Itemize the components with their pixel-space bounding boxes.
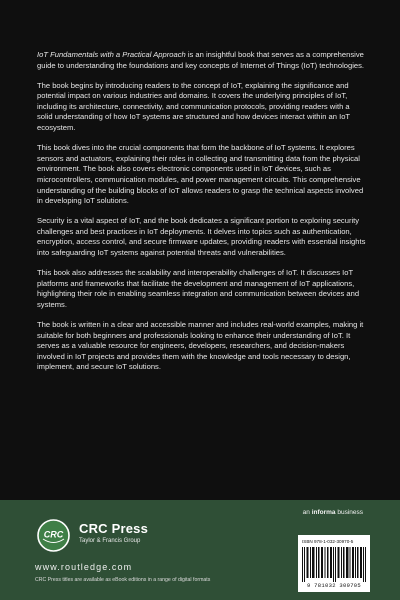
description-paragraph-2: The book begins by introducing readers to the concept of IoT, explaining the significance and potential impact on various industries and domains. It covers the underlying principles of IoT, including its architecture, connectivity, and communication protocols, providing readers with a solid understanding of how IoT systems are structured and how devices interact within an IoT ecosystem. — [37, 80, 350, 133]
barcode-icon — [302, 547, 366, 582]
ebook-footnote: CRC Press titles are available as eBook editions in a range of digital formats — [35, 577, 211, 583]
crc-logo-icon — [37, 519, 70, 552]
isbn-barcode-panel — [298, 535, 370, 592]
barcode-number: 9 781032 309705 — [306, 582, 361, 589]
description-paragraph-5: This book also addresses the scalability and interoperability challenges of IoT. It discusses IoT platforms and frameworks that facilitate the development and management of IoT applications, highlighting their role in enabling seamless integration and communication between devices and systems. — [37, 268, 360, 309]
description-paragraph-1 — [37, 50, 367, 71]
book-description — [37, 50, 367, 382]
book-title: IoT Fundamentals with a Practical Approach — [37, 50, 186, 59]
publisher-footer — [0, 500, 400, 600]
publisher-name: CRC Press — [79, 521, 148, 536]
description-paragraph-3: This book dives into the crucial components that form the backbone of IoT systems. It explores sensors and actuators, explaining their roles in collecting and transmitting data from the physical environment. The book also covers electronic components used in IoT devices, such as microcontrollers, communication modules, and power management circuits. This comprehensive understanding of the building blocks of IoT allows readers to grasp the technical aspects involved in developing IoT solutions. — [37, 143, 364, 206]
publisher-group: Taylor & Francis Group — [79, 538, 141, 544]
crc-logo-text: CRC — [43, 529, 64, 540]
description-paragraph-6: The book is written in a clear and accessible manner and includes real-world examples, making it suitable for both beginners and professionals looking to enhance their understanding of IoT. It serves as a valuable resource for engineers, developers, researchers, and decision-makers involved in IoT projects and provides them with the knowledge and tools necessary to design, implement, and secure IoT solutions. — [37, 319, 364, 372]
informa-business-tag: an informa business — [302, 509, 363, 516]
crc-press-logo — [37, 519, 237, 564]
description-paragraph-4: Security is a vital aspect of IoT, and the book dedicates a significant portion to exploring security challenges and best practices in IoT deployments. It delves into topics such as authentication, encryption, access control, and secure firmware updates, providing readers with essential insights into safeguarding IoT systems against potential threats and vulnerabilities. — [37, 216, 366, 257]
isbn-text: ISBN 978-1-032-30970-5 — [302, 539, 354, 544]
intro-text: is an insightful book that serves as a comprehensive guide to understanding the foundations and key concepts of Internet of Things (IoT) technologies. — [37, 50, 365, 70]
website-url: www.routledge.com — [35, 562, 133, 572]
